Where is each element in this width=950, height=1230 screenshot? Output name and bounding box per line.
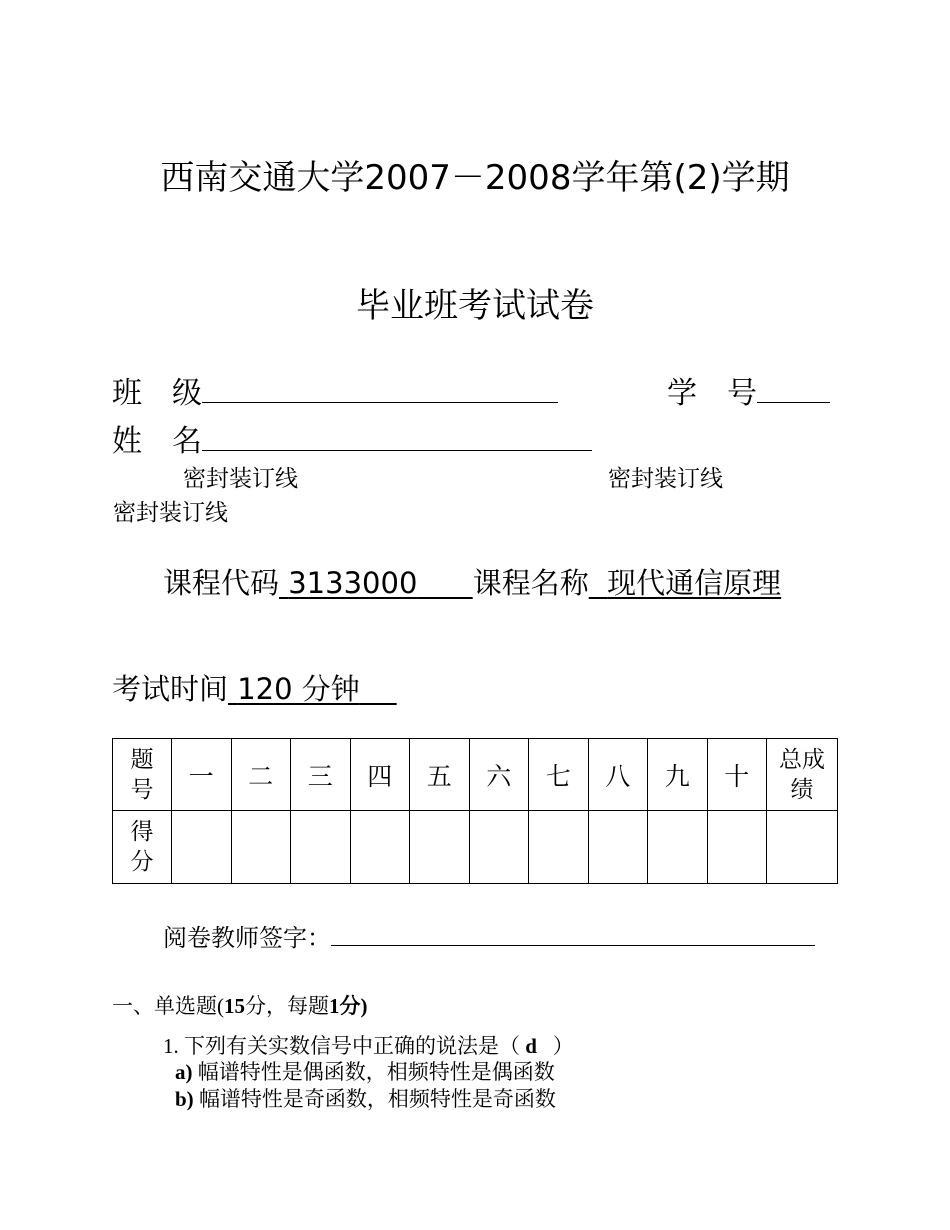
option-letter: a) bbox=[175, 1060, 193, 1084]
course-code-label: 课程代码 bbox=[163, 566, 280, 600]
course-name-value: 现代通信原理 bbox=[607, 566, 782, 600]
score-cell[interactable] bbox=[410, 811, 470, 884]
course-name-label: 课程名称 bbox=[472, 566, 589, 600]
score-cell[interactable] bbox=[707, 811, 767, 884]
question-number-cell: 八 bbox=[588, 739, 648, 811]
score-cell[interactable] bbox=[231, 811, 291, 884]
question-1: 1. 下列有关实数信号中正确的说法是（ d ） bbox=[163, 1034, 574, 1058]
score-cell[interactable] bbox=[529, 811, 589, 884]
student-id-label: 学 号 bbox=[667, 376, 757, 411]
question-number-cell: 一 bbox=[172, 739, 232, 811]
course-code-value: 3133000 bbox=[288, 566, 418, 600]
name-field[interactable] bbox=[112, 416, 592, 460]
score-row bbox=[113, 811, 838, 884]
exam-time-line bbox=[112, 667, 397, 708]
student-id-field[interactable] bbox=[667, 368, 830, 412]
score-cell[interactable] bbox=[350, 811, 410, 884]
question-number-cell: 二 bbox=[231, 739, 291, 811]
option-letter: b) bbox=[175, 1087, 194, 1111]
name-label: 姓 名 bbox=[112, 424, 202, 459]
question-answer: d bbox=[525, 1034, 537, 1058]
question-text: 1. 下列有关实数信号中正确的说法是（ bbox=[163, 1034, 520, 1058]
question-number-cell: 三 bbox=[291, 739, 351, 811]
class-field[interactable] bbox=[112, 368, 558, 412]
score-cell[interactable] bbox=[291, 811, 351, 884]
class-blank[interactable] bbox=[202, 374, 558, 403]
grader-signature-blank[interactable] bbox=[331, 923, 815, 946]
question-number-cell: 九 bbox=[648, 739, 708, 811]
score-label: 得分 bbox=[113, 811, 172, 884]
score-cell[interactable] bbox=[172, 811, 232, 884]
score-cell[interactable] bbox=[588, 811, 648, 884]
option-item bbox=[175, 1083, 556, 1113]
seal-line-text: 密封装订线 bbox=[608, 466, 723, 491]
question-number-row bbox=[113, 739, 838, 811]
question-number-label: 题号 bbox=[113, 739, 172, 811]
seal-line-text: 密封装订线 bbox=[113, 500, 228, 525]
grader-signature-label: 阅卷教师签字： bbox=[163, 924, 331, 952]
question-number-cell: 七 bbox=[529, 739, 589, 811]
exam-title-university: 西南交通大学2007－2008学年第(2)学期 bbox=[160, 158, 790, 198]
option-text: 幅谱特性是奇函数，相频特性是奇函数 bbox=[193, 1087, 556, 1111]
score-cell[interactable] bbox=[648, 811, 708, 884]
total-score-cell[interactable] bbox=[767, 811, 838, 884]
student-id-blank[interactable] bbox=[757, 374, 830, 403]
seal-line-text: 密封装订线 bbox=[183, 466, 298, 491]
total-score-label: 总成绩 bbox=[767, 739, 838, 811]
exam-time-label: 考试时间 bbox=[112, 672, 229, 706]
option-item bbox=[175, 1056, 555, 1086]
section-heading: 一、单选题(15分，每题1分) bbox=[112, 994, 368, 1018]
grader-signature-field[interactable] bbox=[163, 918, 815, 953]
exam-time-value: 120 分钟 bbox=[237, 672, 360, 706]
question-number-cell: 四 bbox=[350, 739, 410, 811]
class-label: 班 级 bbox=[112, 376, 202, 411]
question-number-cell: 十 bbox=[707, 739, 767, 811]
score-table bbox=[112, 738, 838, 884]
score-cell[interactable] bbox=[469, 811, 529, 884]
course-info-line bbox=[163, 561, 781, 602]
name-blank[interactable] bbox=[202, 422, 592, 451]
question-number-cell: 五 bbox=[410, 739, 470, 811]
option-text: 幅谱特性是偶函数，相频特性是偶函数 bbox=[192, 1060, 555, 1084]
exam-title-paper: 毕业班考试试卷 bbox=[356, 286, 594, 326]
question-number-cell: 六 bbox=[469, 739, 529, 811]
